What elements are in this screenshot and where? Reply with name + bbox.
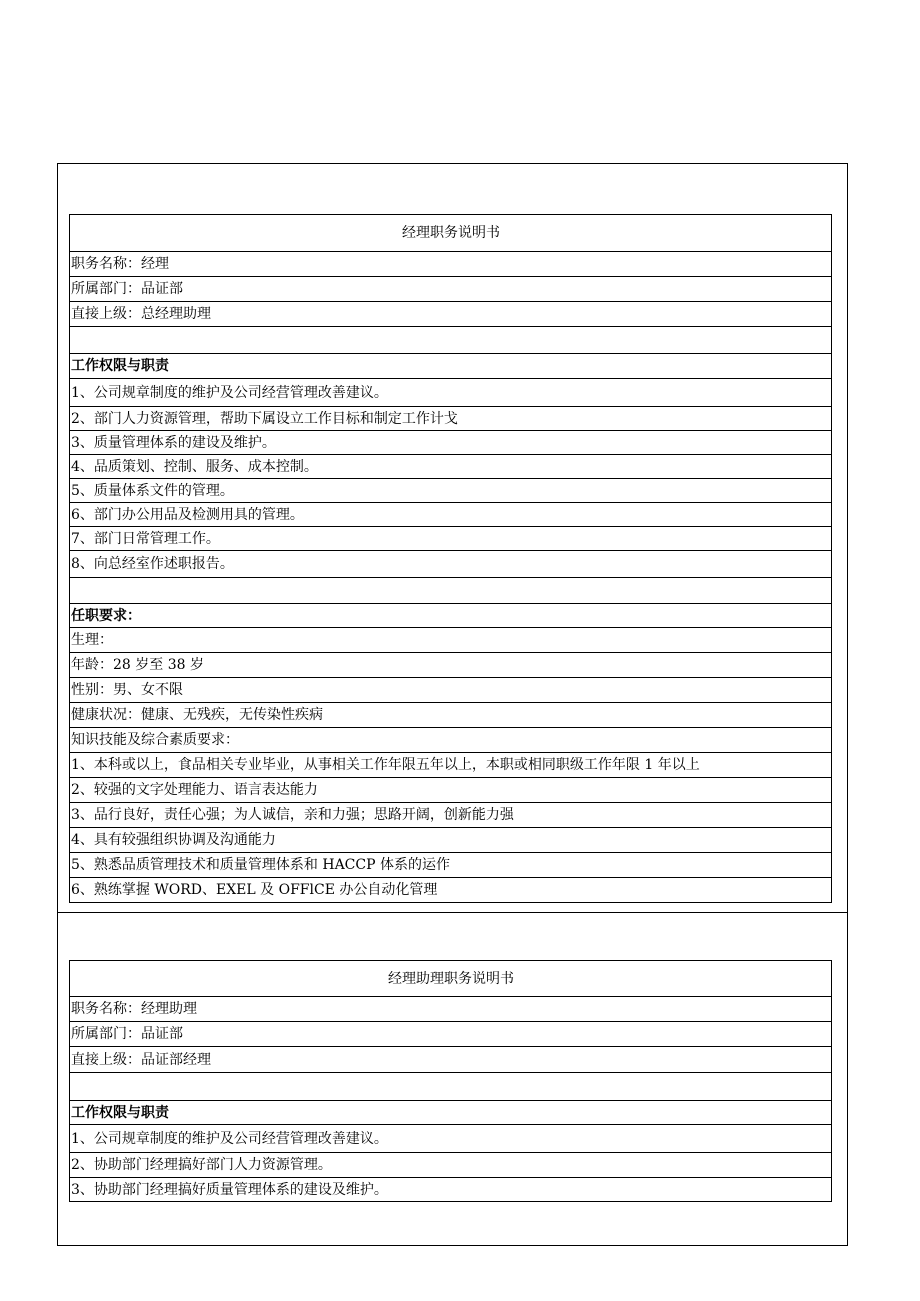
skill-item: 2、较强的文字处理能力、语言表达能力 bbox=[70, 778, 832, 803]
duty-item: 8、向总经室作述职报告。 bbox=[70, 551, 832, 578]
supervisor: 直接上级：总经理助理 bbox=[70, 302, 832, 327]
assistant-job-description-table bbox=[69, 960, 832, 1202]
physical-label: 生理： bbox=[70, 628, 832, 653]
duty-item: 4、品质策划、控制、服务、成本控制。 bbox=[70, 455, 832, 479]
section-heading-duties: 工作权限与职责 bbox=[70, 354, 832, 379]
doc-title: 经理职务说明书 bbox=[70, 215, 832, 252]
duty-item: 1、公司规章制度的维护及公司经营管理改善建议。 bbox=[70, 1125, 832, 1153]
blank-row bbox=[70, 1073, 832, 1101]
duty-item: 7、部门日常管理工作。 bbox=[70, 527, 832, 551]
skills-label: 知识技能及综合素质要求： bbox=[70, 728, 832, 753]
department: 所属部门：品证部 bbox=[70, 277, 832, 302]
duty-item: 2、部门人力资源管理，帮助下属设立工作目标和制定工作计戈 bbox=[70, 407, 832, 431]
doc-title: 经理助理职务说明书 bbox=[70, 961, 832, 997]
supervisor: 直接上级：品证部经理 bbox=[70, 1047, 832, 1073]
duty-item: 6、部门办公用品及检测用具的管理。 bbox=[70, 503, 832, 527]
department: 所属部门：品证部 bbox=[70, 1022, 832, 1047]
manager-job-description-table bbox=[69, 214, 832, 903]
blank-row bbox=[70, 578, 832, 604]
duty-item: 2、协助部门经理搞好部门人力资源管理。 bbox=[70, 1153, 832, 1178]
section-heading-duties: 工作权限与职责 bbox=[70, 1101, 832, 1125]
job-name: 职务名称：经理助理 bbox=[70, 997, 832, 1022]
health-requirement: 健康状况：健康、无残疾，无传染性疾病 bbox=[70, 703, 832, 728]
skill-item: 5、熟悉品质管理技术和质量管理体系和 HACCP 体系的运作 bbox=[70, 853, 832, 878]
age-requirement: 年龄：28 岁至 38 岁 bbox=[70, 653, 832, 678]
duty-item: 3、质量管理体系的建设及维护。 bbox=[70, 431, 832, 455]
skill-item: 1、本科或以上，食品相关专业毕业，从事相关工作年限五年以上，本职或相同职级工作年限 1 年以上 bbox=[70, 753, 832, 778]
section-heading-requirements: 任职要求： bbox=[70, 604, 832, 628]
duty-item: 1、公司规章制度的维护及公司经营管理改善建议。 bbox=[70, 379, 832, 407]
skill-item: 6、熟练掌握 WORD、EXEL 及 OFFlCE 办公自动化管理 bbox=[70, 878, 832, 903]
skill-item: 4、具有较强组织协调及沟通能力 bbox=[70, 828, 832, 853]
gender-requirement: 性别：男、女不限 bbox=[70, 678, 832, 703]
job-name: 职务名称：经理 bbox=[70, 252, 832, 277]
duty-item: 5、质量体系文件的管理。 bbox=[70, 479, 832, 503]
duty-item: 3、协助部门经理搞好质量管理体系的建设及维护。 bbox=[70, 1178, 832, 1202]
skill-item: 3、品行良好，责任心强；为人诚信，亲和力强；思路开阔，创新能力强 bbox=[70, 803, 832, 828]
blank-row bbox=[70, 327, 832, 354]
